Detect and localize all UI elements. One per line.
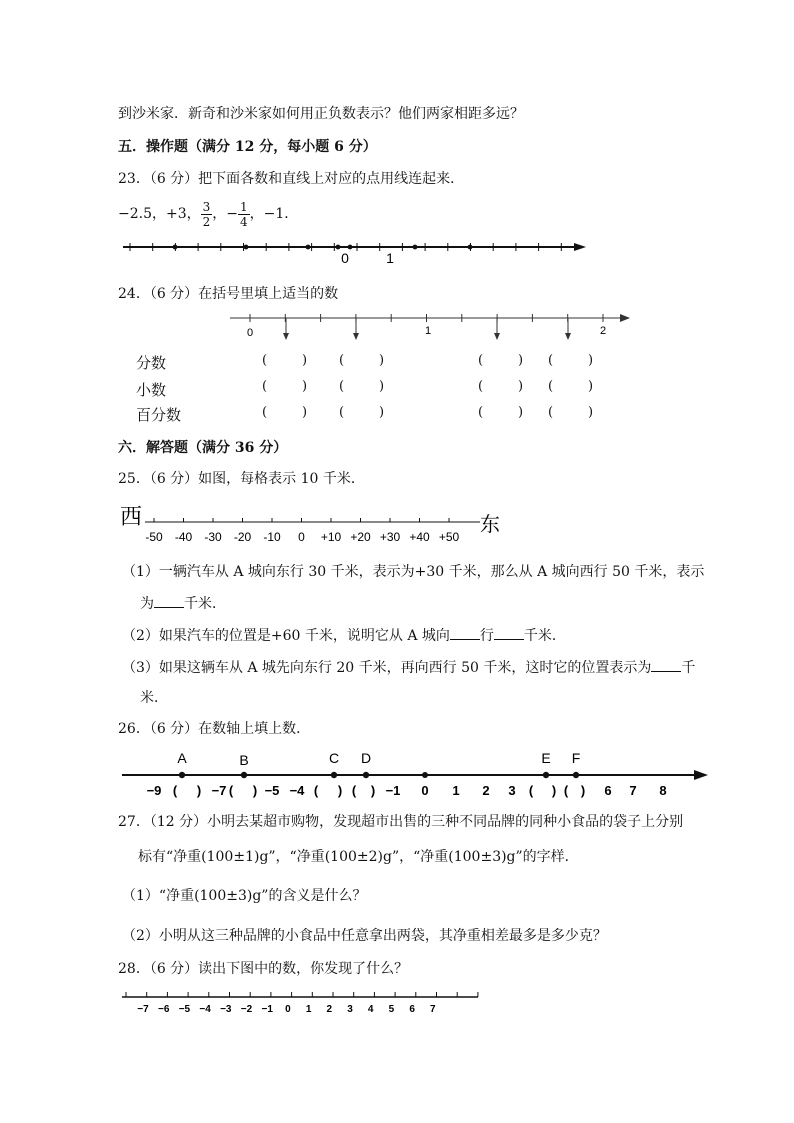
q24-row-decimal: 小数 — [136, 381, 167, 399]
q24-paren-open: ( — [339, 353, 345, 368]
q24-number-line — [228, 310, 638, 346]
q26-axis-label: 7 — [629, 783, 637, 798]
q28-tick-label: 2 — [326, 1004, 333, 1015]
q26-axis-label: ( — [313, 783, 319, 798]
q28-tick-label: 1 — [305, 1004, 312, 1015]
q26-point-b[interactable] — [241, 772, 247, 778]
q25-tick-label: 0 — [298, 530, 305, 544]
q26-arrow — [694, 770, 708, 780]
q24-paren-open: ( — [548, 405, 554, 420]
q23-point[interactable] — [306, 245, 311, 250]
q23-n1: −2.5，+3， — [118, 206, 201, 222]
q24-label-0: 0 — [246, 327, 254, 339]
q26-letter-e: E — [541, 750, 551, 766]
q24-paren-open: ( — [262, 379, 268, 394]
q24-paren-open: ( — [262, 405, 268, 420]
q25-tick-label: +30 — [379, 530, 401, 544]
q26-axis-label: −7 — [211, 783, 227, 798]
q28-tick-label: −4 — [199, 1004, 211, 1015]
q26-axis-label: ) — [580, 783, 586, 798]
q24-paren-open: ( — [262, 353, 268, 368]
q25-blank-1[interactable] — [154, 595, 184, 608]
q23-point[interactable] — [348, 245, 353, 250]
q26-axis-label: ( — [228, 783, 234, 798]
q26-axis-label: 2 — [482, 783, 490, 798]
q26-letter-d: D — [360, 750, 372, 766]
q27-stem-b: 标有“净重(100±1)g”，“净重(100±2)g”，“净重(100±3)g”的字样． — [138, 849, 579, 865]
q26-letter-b: B — [239, 752, 249, 768]
q24-arrow — [620, 314, 630, 322]
q26-point-c[interactable] — [331, 772, 337, 778]
q24-paren-close: ) — [588, 405, 594, 420]
q24-arrowhead — [494, 333, 500, 340]
q26-axis-label: ) — [252, 783, 258, 798]
q26-axis-label: ) — [551, 783, 557, 798]
q26-point-f[interactable] — [573, 772, 579, 778]
q26-axis-label: ( — [563, 783, 569, 798]
q27-stem-a: 27．（12 分）小明去某超市购物，发现超市出售的三种不同品牌的同种小食品的袋子上分别 — [118, 814, 684, 830]
q26-axis-label: −9 — [146, 783, 162, 798]
q24-paren-close: ) — [518, 405, 524, 420]
q26-axis-label: ( — [351, 783, 357, 798]
q24-paren-close: ) — [588, 379, 594, 394]
q26-letter-f: F — [571, 750, 581, 766]
q23-frac-3-2: $\frac{3}{2}$ — [202, 199, 211, 229]
q24-paren-open: ( — [548, 379, 554, 394]
intro-line: 到沙米家．新奇和沙米家如何用正负数表示？他们两家相距多远？ — [118, 106, 524, 122]
q26-axis-label: ( — [172, 783, 178, 798]
q23-point[interactable] — [336, 245, 341, 250]
q28-tick-label: −2 — [240, 1004, 253, 1015]
q24-label-2: 2 — [599, 325, 607, 337]
q26-axis-label: 0 — [421, 783, 429, 798]
q24-paren-open: ( — [339, 405, 345, 420]
q25-number-line — [118, 496, 518, 548]
q28-tick-label: 4 — [367, 1004, 374, 1015]
q24-paren-open: ( — [478, 405, 484, 420]
q23-point[interactable] — [244, 245, 249, 250]
section6-title: 六．解答题（满分 36 分） — [118, 440, 288, 456]
q25-stem: 25．（6 分）如图，每格表示 10 千米． — [118, 471, 365, 487]
q24-paren-open: ( — [478, 353, 484, 368]
q23-n2: ，−1． — [249, 206, 299, 222]
q28-tick-label: 5 — [388, 1004, 395, 1015]
q26-axis-label: −5 — [264, 783, 280, 798]
q23-point[interactable] — [468, 245, 473, 250]
q27-s2: （2）小明从这三种品牌的小食品中任意拿出两袋，其净重相差最多是多少克？ — [122, 928, 607, 944]
q26-axis-label: ) — [196, 783, 202, 798]
q28-tick-label: −6 — [157, 1004, 170, 1015]
q26-axis-label: 3 — [508, 783, 516, 798]
q23-point[interactable] — [413, 245, 418, 250]
q25-tick-label: -20 — [233, 530, 252, 544]
q25-tick-label: +20 — [350, 530, 371, 544]
q27-s1: （1）“净重(100±3)g”的含义是什么？ — [122, 888, 367, 904]
q24-paren-close: ) — [379, 379, 385, 394]
q23-label-0: 0 — [341, 250, 349, 266]
q28-tick-label: −5 — [178, 1004, 191, 1015]
q26-axis-label: 8 — [659, 783, 667, 798]
q25-tick-label: +50 — [438, 530, 460, 544]
q24-paren-close: ) — [379, 405, 385, 420]
q23-label-1: 1 — [386, 250, 394, 266]
q26-axis-label: ) — [337, 783, 343, 798]
q23-numbers — [118, 198, 298, 230]
q28-tick-label: 3 — [347, 1004, 353, 1015]
q28-tick-label: −1 — [261, 1004, 273, 1015]
q24-paren-close: ) — [302, 353, 308, 368]
q26-axis-label: −4 — [289, 783, 305, 798]
section5-title: 五．操作题（满分 12 分，每小题 6 分） — [118, 139, 377, 155]
q28-tick-label: −7 — [137, 1004, 149, 1015]
q26-point-zero — [422, 772, 428, 778]
q26-axis-label: 6 — [604, 783, 612, 798]
q24-stem: 24．（6 分）在括号里填上适当的数 — [118, 286, 339, 302]
q26-axis-label: ( — [528, 783, 534, 798]
q25-tick-label: -40 — [174, 530, 193, 544]
q24-paren-open: ( — [548, 353, 554, 368]
q26-point-a[interactable] — [179, 772, 185, 778]
q25-s2: （2）如果汽车的位置是+60 千米，说明它从 A 城向 行 千米． — [122, 628, 566, 644]
q26-axis-label: −1 — [385, 783, 401, 798]
q25-s3b: 米． — [140, 690, 168, 706]
q25-blank-2[interactable] — [450, 627, 480, 640]
q23-stem: 23．（6 分）把下面各数和直线上对应的点用线连起来． — [118, 171, 465, 187]
q25-s1b: 为 千米． — [140, 596, 226, 612]
q24-paren-close: ) — [302, 379, 308, 394]
q26-axis-label: ) — [370, 783, 376, 798]
q28-number-line — [118, 988, 488, 1018]
q23-point[interactable] — [173, 245, 178, 250]
q24-arrowhead — [353, 333, 359, 340]
q24-paren-open: ( — [339, 379, 345, 394]
q25-s1a: （1）一辆汽车从 A 城向东行 30 千米，表示为+30 千米，那么从 A 城向西行 50 千米，表示 — [122, 564, 705, 580]
q28-stem: 28．（6 分）读出下图中的数，你发现了什么？ — [118, 961, 409, 977]
q24-paren-close: ) — [588, 353, 594, 368]
q28-tick-label: −3 — [220, 1004, 232, 1015]
q25-west: 西 — [120, 504, 143, 529]
q25-tick-label: -50 — [145, 530, 163, 544]
q24-row-fraction: 分数 — [136, 354, 167, 372]
q24-arrowhead — [565, 333, 571, 340]
q26-letter-a: A — [177, 750, 187, 766]
q28-tick-label: 0 — [285, 1004, 291, 1015]
q24-row-percent: 百分数 — [136, 406, 182, 424]
q25-blank-3[interactable] — [494, 627, 524, 640]
q23-number-line — [118, 238, 588, 268]
q24-label-1: 1 — [424, 325, 432, 337]
q25-tick-label: +40 — [409, 530, 430, 544]
q24-paren-close: ) — [518, 379, 524, 394]
q25-tick-label: -10 — [263, 530, 281, 544]
q25-east: 东 — [480, 514, 500, 536]
q23-sep: ，− — [212, 206, 239, 222]
q26-number-line — [118, 744, 714, 802]
q24-paren-open: ( — [478, 379, 484, 394]
q24-paren-close: ) — [302, 405, 308, 420]
q25-blank-4[interactable] — [651, 659, 681, 672]
q26-point-d[interactable] — [363, 772, 369, 778]
q25-s3a: （3）如果这辆车从 A 城先向东行 20 千米，再向西行 50 千米，这时它的位置表示为 千 — [122, 660, 696, 676]
q25-tick-label: +10 — [320, 530, 342, 544]
q26-stem: 26．（6 分）在数轴上填上数． — [118, 721, 311, 737]
q23-frac-1-4: $\frac{1}{4}$ — [240, 199, 248, 229]
q28-tick-label: 7 — [430, 1004, 436, 1015]
q24-paren-close: ) — [518, 353, 524, 368]
q24-paren-close: ) — [379, 353, 385, 368]
q24-arrowhead — [283, 333, 289, 340]
q26-letter-c: C — [328, 750, 340, 766]
q26-axis-label: 1 — [452, 783, 460, 798]
q23-arrow — [574, 243, 586, 251]
q25-tick-label: -30 — [204, 530, 222, 544]
q26-point-e[interactable] — [543, 772, 549, 778]
q28-tick-label: 6 — [409, 1004, 415, 1015]
